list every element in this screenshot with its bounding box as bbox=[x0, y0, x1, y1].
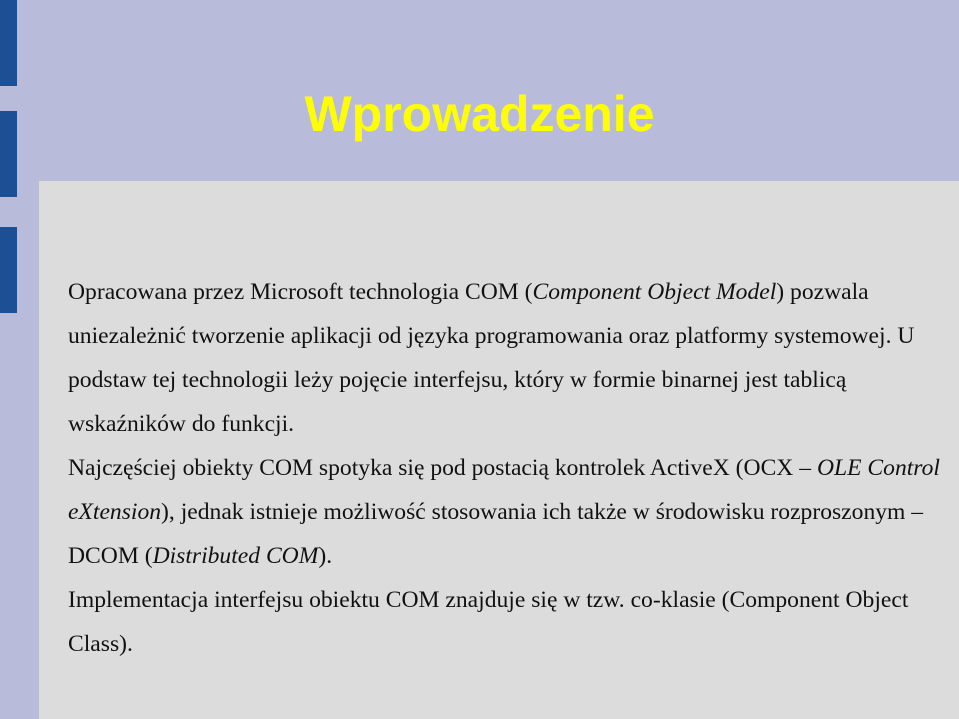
accent-bar-top bbox=[0, 0, 17, 86]
text-run: Opracowana przez Microsoft technologia COM ( bbox=[68, 279, 533, 305]
slide-body bbox=[68, 270, 948, 666]
text-run: Implementacja interfejsu obiektu COM znajduje się w tzw. co-klasie (Component Object Class). bbox=[68, 587, 909, 657]
text-run-italic: Distributed COM bbox=[152, 543, 319, 569]
text-run: Najczęściej obiekty COM spotyka się pod postacią kontrolek ActiveX (OCX – bbox=[68, 455, 817, 481]
text-run: ) pozwala uniezależnić tworzenie aplikacji od języka programowania oraz platformy systemowej. U podstaw tej technologii leży pojęcie interfejsu, który w formie binarnej jest tablicą wskaźników do funkcji. bbox=[68, 279, 915, 437]
text-run-italic: OLE Control eXtension bbox=[68, 455, 940, 525]
text-run: ), jednak istnieje możliwość stosowania ich także w środowisku rozproszonym – DCOM ( bbox=[68, 499, 924, 569]
text-run-italic: Component Object Model bbox=[532, 279, 777, 305]
slide-title: Wprowadzenie bbox=[304, 86, 655, 142]
paragraph-com-intro bbox=[68, 270, 948, 446]
accent-bar-bottom bbox=[0, 227, 17, 313]
text-run: ). bbox=[318, 543, 333, 569]
paragraph-activex bbox=[68, 446, 948, 578]
paragraph-coclass bbox=[68, 578, 948, 666]
